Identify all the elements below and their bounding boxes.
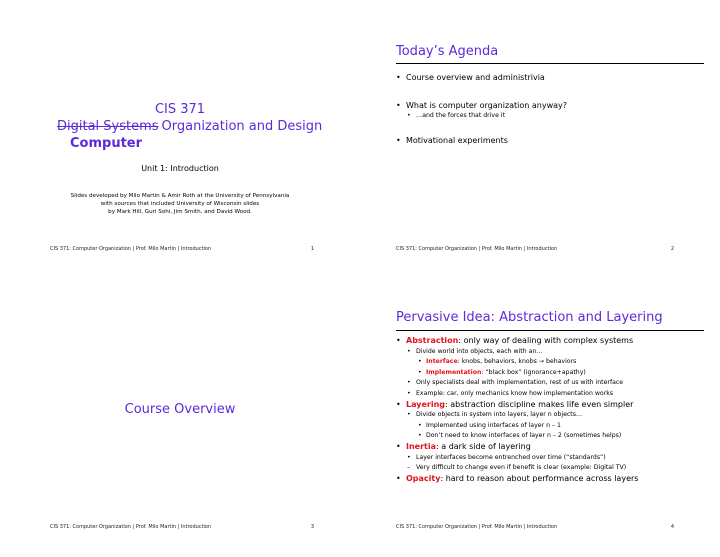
list-item: • Motivational experiments: [396, 136, 696, 145]
footer-text: CIS 371: Computer Organization | Prof. Milo Martin | Introduction: [50, 246, 212, 252]
keyword: Layering: [406, 399, 445, 409]
list-subsubitem: [396, 357, 714, 368]
footer-text: CIS 371: Computer Organization | Prof. Milo Martin | Introduction: [396, 524, 558, 530]
page-number: 2: [670, 246, 674, 252]
unit-label: Unit 1: Introduction: [141, 164, 219, 173]
list-subitem: • …and the forces that drive it: [396, 112, 696, 119]
slide-title: Pervasive Idea: Abstraction and Layering: [396, 310, 663, 325]
keyword: Inertia: [406, 441, 437, 451]
credit-line: by Mark Hill, Guri Sohi, Jim Smith, and David Wood.: [108, 209, 252, 215]
list-item: [396, 336, 714, 347]
slide-footer: [50, 246, 314, 252]
list-subsubitem: • Don’t need to know interfaces of layer n – 2 (sometimes helps): [396, 431, 714, 442]
list-item: [396, 400, 714, 411]
course-title: [57, 119, 322, 134]
item-text: : abstraction discipline makes life even simpler: [445, 399, 634, 409]
credit-line: with sources that included University of Wisconsin slides: [100, 201, 260, 207]
list-subsubitem: [396, 368, 714, 379]
credit-line: Slides developed by Milo Martin & Amir Roth at the University of Pennsylvania: [70, 193, 290, 199]
footer-text: CIS 371: Computer Organization | Prof. Milo Martin | Introduction: [396, 246, 558, 252]
list-subitem: • Layer interfaces become entrenched over time (“standards”): [396, 453, 714, 464]
slide-3: [0, 278, 360, 556]
item-text: : “black box” (ignorance+apathy): [481, 368, 586, 376]
credit-text: [0, 192, 360, 216]
title-rest: Organization and Design: [161, 119, 323, 134]
item-text: : only way of dealing with complex systems: [458, 336, 634, 345]
list-item: [396, 442, 714, 453]
page-number: 1: [310, 246, 314, 252]
item-text: : hard to reason about performance across layers: [440, 473, 639, 483]
slide-4: [360, 278, 720, 556]
agenda-list: [396, 136, 696, 145]
keyword: Abstraction: [406, 336, 459, 345]
slide-footer: [50, 524, 314, 530]
agenda-list: [396, 101, 696, 119]
list-subitem: • Only specialists deal with implementation, rest of us with interface: [396, 378, 714, 389]
title-divider: [396, 63, 704, 64]
list-subitem: • Divide objects in system into layers, layer n objects…: [396, 410, 714, 421]
keyword: Interface: [426, 358, 458, 366]
slide-2: [360, 0, 720, 278]
page-number: 3: [310, 524, 314, 530]
list-item: [396, 474, 714, 485]
slide-footer: [396, 524, 674, 530]
slide-footer: [396, 246, 674, 252]
list-subitem: • Divide world into objects, each with an…: [396, 347, 714, 358]
keyword: Opacity: [406, 473, 441, 483]
list-item: • Course overview and administrivia: [396, 73, 696, 82]
course-number: CIS 371: [154, 102, 206, 117]
item-text: : knobs, behaviors, knobs → behaviors: [457, 358, 577, 366]
agenda-list: [396, 73, 696, 82]
abstraction-list: [396, 336, 714, 484]
slide-title: Today’s Agenda: [396, 44, 499, 59]
title-divider: [396, 330, 704, 331]
struck-title-text: Digital Systems: [57, 119, 159, 134]
list-item: • What is computer organization anyway?: [396, 101, 696, 110]
item-text: : a dark side of layering: [436, 441, 531, 451]
list-subitem: • Example: car, only mechanics know how implementation works: [396, 389, 714, 400]
slide-1: [0, 0, 360, 278]
footer-text: CIS 371: Computer Organization | Prof. Milo Martin | Introduction: [50, 524, 212, 530]
list-subsubitem: • Implemented using interfaces of layer n – 1: [396, 421, 714, 432]
title-correction: Computer: [70, 136, 143, 151]
page-number: 4: [670, 524, 674, 530]
section-title: Course Overview: [124, 402, 236, 417]
keyword: Implementation: [426, 368, 482, 376]
list-subitem: – Very difficult to change even if benefit is clear (example: Digital TV): [396, 463, 714, 474]
